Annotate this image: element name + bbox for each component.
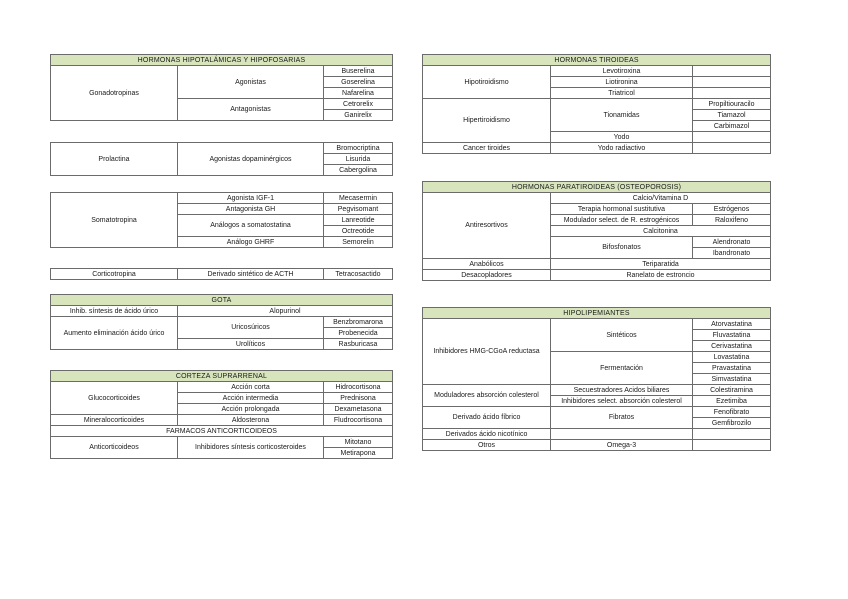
drug-cell: Probenecida [324, 328, 393, 339]
corticotropina-table [50, 268, 393, 280]
group-cell: Modulador select. de R. estrogénicos [551, 215, 693, 226]
group-cell: Triatricol [551, 88, 693, 99]
drug-cell: Fluvastatina [693, 330, 771, 341]
group-cell: Levotiroxina [551, 66, 693, 77]
group-cell: Acción prolongada [178, 404, 324, 415]
group-cell: Análogo GHRF [178, 237, 324, 248]
drug-cell: Alendronato [693, 237, 771, 248]
gota-table [50, 294, 393, 350]
drug-cell: Alopurinol [178, 306, 393, 317]
category-cell: Cancer tiroides [423, 143, 551, 154]
group-cell: Yodo [551, 132, 693, 143]
drug-cell: Fenofibrato [693, 407, 771, 418]
drug-cell: Mecasermin [324, 193, 393, 204]
empty-cell [693, 132, 771, 143]
drug-cell: Semorelin [324, 237, 393, 248]
drug-cell: Cabergolina [324, 165, 393, 176]
section-title: HORMONAS HIPOTALÁMICAS Y HIPOFOSARIAS [51, 55, 393, 66]
drug-cell: Lovastatina [693, 352, 771, 363]
group-cell: Tionamidas [551, 99, 693, 132]
drug-cell: Simvastatina [693, 374, 771, 385]
category-cell: Anticorticoideos [51, 437, 178, 459]
category-cell: Hipertiroidismo [423, 99, 551, 143]
section-title: HIPOLIPEMIANTES [423, 308, 771, 319]
drug-cell: Goserelina [324, 77, 393, 88]
drug-cell: Pegvisomant [324, 204, 393, 215]
category-cell: Desacopladores [423, 270, 551, 281]
drug-cell: Metirapona [324, 448, 393, 459]
drug-cell: Tiamazol [693, 110, 771, 121]
group-cell: Liotironina [551, 77, 693, 88]
drug-cell: Nafarelina [324, 88, 393, 99]
group-cell: Uricosúricos [178, 317, 324, 339]
group-cell: Fibratos [551, 407, 693, 429]
group-cell: Fermentación [551, 352, 693, 385]
empty-cell [693, 143, 771, 154]
group-cell: Omega-3 [551, 440, 693, 451]
corteza-table [50, 370, 393, 459]
group-cell: Acción corta [178, 382, 324, 393]
empty-cell [551, 429, 693, 440]
group-cell: Acción intermedia [178, 393, 324, 404]
group-cell: Terapia hormonal sustitutiva [551, 204, 693, 215]
drug-cell: Teriparatida [551, 259, 771, 270]
drug-cell: Cetrorelix [324, 99, 393, 110]
category-cell: Derivado ácido fíbrico [423, 407, 551, 429]
category-cell: Anabólicos [423, 259, 551, 270]
subsection-title: FARMACOS ANTICORTICOIDEOS [51, 426, 393, 437]
drug-cell: Lanreotide [324, 215, 393, 226]
drug-cell: Colestiramina [693, 385, 771, 396]
category-cell: Gonadotropinas [51, 66, 178, 121]
group-cell: Urolíticos [178, 339, 324, 350]
group-cell: Yodo radiactivo [551, 143, 693, 154]
somatotropina-table [50, 192, 393, 248]
drug-cell: Estrógenos [693, 204, 771, 215]
hipolipemiantes-table [422, 307, 771, 451]
section-title: GOTA [51, 295, 393, 306]
group-cell: Bifosfonatos [551, 237, 693, 259]
drug-cell: Raloxifeno [693, 215, 771, 226]
drug-cell: Benzbromarona [324, 317, 393, 328]
drug-cell: Rasburicasa [324, 339, 393, 350]
category-cell: Glucocorticoides [51, 382, 178, 415]
drug-cell: Bromocriptina [324, 143, 393, 154]
category-cell: Hipotiroidismo [423, 66, 551, 99]
drug-cell: Carbimazol [693, 121, 771, 132]
group-cell: Agonistas [178, 66, 324, 99]
empty-cell [693, 440, 771, 451]
group-cell: Antagonistas [178, 99, 324, 121]
category-cell: Corticotropina [51, 269, 178, 280]
group-cell: Derivado sintético de ACTH [178, 269, 324, 280]
empty-cell [693, 77, 771, 88]
group-cell: Sintéticos [551, 319, 693, 352]
group-cell: Inhibidores síntesis corticosteroides [178, 437, 324, 459]
section-title: HORMONAS TIROIDEAS [423, 55, 771, 66]
category-cell: Otros [423, 440, 551, 451]
drug-cell: Mitotano [324, 437, 393, 448]
group-cell: Secuestradores Acidos biliares [551, 385, 693, 396]
prolactina-table [50, 142, 393, 176]
section-title: CORTEZA SUPRARRENAL [51, 371, 393, 382]
category-cell: Somatotropina [51, 193, 178, 248]
empty-cell [693, 66, 771, 77]
group-cell: Calcio/Vitamina D [551, 193, 771, 204]
group-cell: Calcitonina [551, 226, 771, 237]
drug-cell: Hidrocortisona [324, 382, 393, 393]
category-cell: Antiresortivos [423, 193, 551, 259]
tiroideas-table [422, 54, 771, 154]
drug-cell: Fludrocortisona [324, 415, 393, 426]
drug-cell: Ranelato de estroncio [551, 270, 771, 281]
drug-cell: Gemfibrozilo [693, 418, 771, 429]
paratiroideas-table [422, 181, 771, 281]
category-cell: Mineralocorticoides [51, 415, 178, 426]
group-cell: Antagonista GH [178, 204, 324, 215]
drug-cell: Tetracosactido [324, 269, 393, 280]
group-cell: Inhibidores select. absorción colesterol [551, 396, 693, 407]
drug-cell: Octreotide [324, 226, 393, 237]
empty-cell [693, 429, 771, 440]
drug-cell: Prednisona [324, 393, 393, 404]
category-cell: Prolactina [51, 143, 178, 176]
drug-cell: Ibandronato [693, 248, 771, 259]
drug-cell: Pravastatina [693, 363, 771, 374]
category-cell: Inhib. síntesis de ácido úrico [51, 306, 178, 317]
section-title: HORMONAS PARATIROIDEAS (OSTEOPOROSIS) [423, 182, 771, 193]
category-cell: Moduladores absorción colesterol [423, 385, 551, 407]
group-cell: Análogos a somatostatina [178, 215, 324, 237]
drug-cell: Buserelina [324, 66, 393, 77]
drug-cell: Atorvastatina [693, 319, 771, 330]
group-cell: Aldosterona [178, 415, 324, 426]
drug-cell: Ezetimiba [693, 396, 771, 407]
hipotalamicas-table [50, 54, 393, 121]
group-cell: Agonistas dopaminérgicos [178, 143, 324, 176]
empty-cell [693, 88, 771, 99]
category-cell: Derivados ácido nicotínico [423, 429, 551, 440]
drug-cell: Propiltiouracilo [693, 99, 771, 110]
category-cell: Aumento eliminación ácido úrico [51, 317, 178, 350]
drug-cell: Cerivastatina [693, 341, 771, 352]
drug-cell: Ganirelix [324, 110, 393, 121]
category-cell: Inhibidores HMG-CGoA reductasa [423, 319, 551, 385]
drug-cell: Lisurida [324, 154, 393, 165]
group-cell: Agonista IGF-1 [178, 193, 324, 204]
drug-cell: Dexametasona [324, 404, 393, 415]
